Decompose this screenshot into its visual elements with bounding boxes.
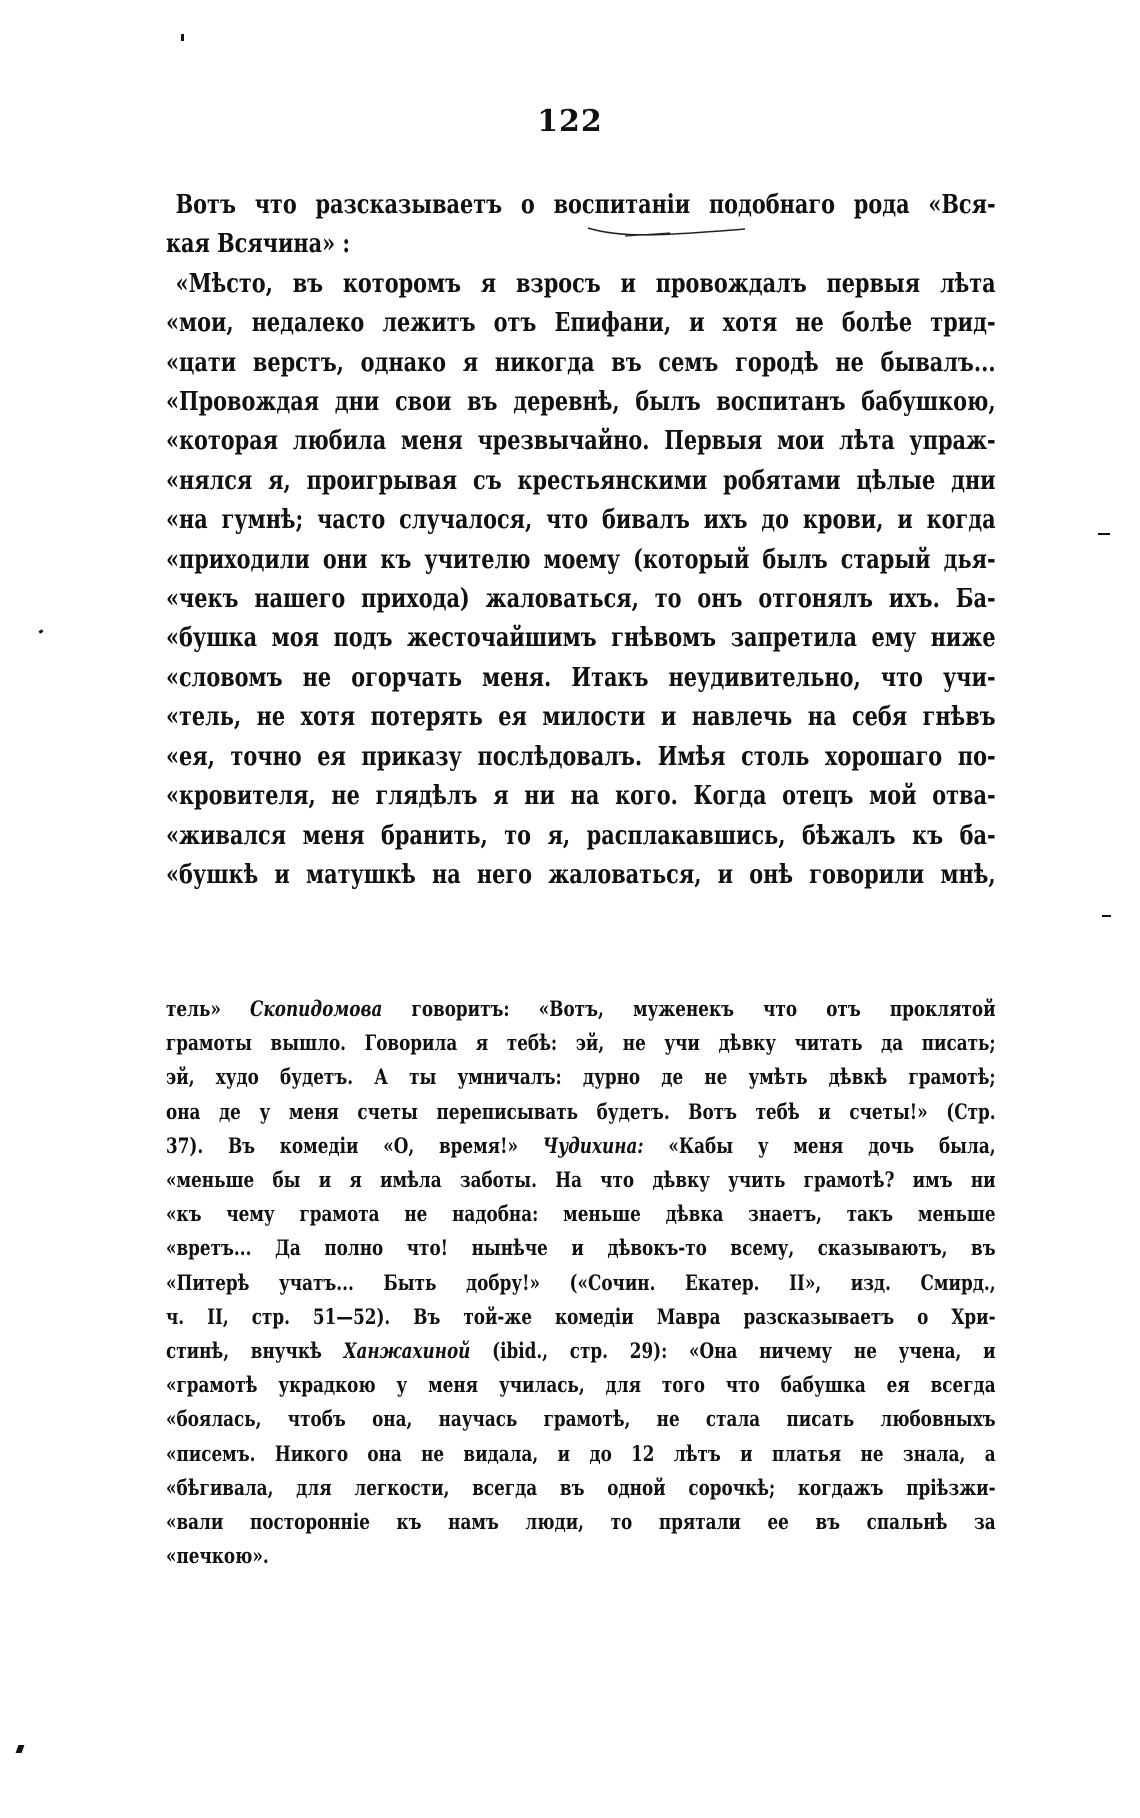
footnote-italic-name: Ханжахиной [343,1338,471,1364]
text-line: «на гумнѣ; часто случалося, что бивалъ ихъ до крови, и когда [166,505,996,536]
text-line: «нялся я, проигрывая съ крестьянскими робятами цѣлые дни [166,465,996,496]
footnote-line: «бѣгивала, для легкости, всегда въ одной сорочкѣ; когдажъ пріѣзжи- [166,1474,996,1500]
scan-mark-right-2 [1102,915,1111,917]
footnote-text: говоритъ: «Вотъ, муженекъ что отъ проклятой [382,996,996,1021]
text-line: «словомъ не огорчать меня. Итакъ неудивительно, что учи- [166,662,996,693]
text-line: «кровителя, не глядѣлъ я ни на кого. Когда отецъ мой отва- [166,781,996,812]
text-line: «живался меня бранить, то я, расплакавшись, бѣжалъ къ ба- [166,820,996,851]
text-line: «бушкѣ и матушкѣ на него жаловаться, и онѣ говорили мнѣ, [166,859,996,890]
scan-mark-right-1 [1098,533,1110,535]
footnote-italic-name: Чудихина: [542,1132,644,1158]
footnote-line: «боялась, чтобъ она, научась грамотѣ, не стала писать любовныхъ [166,1406,996,1432]
scan-mark-top [181,34,184,41]
text-line: «мои, недалеко лежитъ отъ Епифани, и хотя не болѣе трид- [166,308,996,339]
footnote-line [166,1334,996,1368]
text-line: «которая любила меня чрезвычайно. Первыя мои лѣта упраж- [166,426,996,457]
scan-mark-left [39,629,44,634]
footnote-text: 37). Въ комедіи «О, время!» [166,1132,543,1158]
text-line: «ея, точно ея приказу послѣдовалъ. Имѣя столь хорошаго по- [166,741,996,772]
text-line: «Мѣсто, въ которомъ я взросъ и провождалъ первыя лѣта [175,268,996,299]
footnote-text: стинѣ, внучкѣ [166,1338,344,1364]
text-line: «бушка моя подъ жесточайшимъ гнѣвомъ запретила ему ниже [166,623,996,654]
footnote-text: «Кабы у меня дочь была, [643,1132,996,1158]
footnote-line: «вретъ... Да полно что! нынѣче и дѣвокъ-то всему, сказываютъ, въ [166,1235,996,1261]
footnote-line: эй, худо будетъ. А ты умничалъ: дурно де не умѣть дѣвкѣ грамотѣ; [166,1064,996,1090]
footnote-line: грамоты вышло. Говорила я тебѣ: эй, не учи дѣвку читать да писать; [166,1030,996,1056]
footnote-line: «меньше бы и я имѣла заботы. На что дѣвку учить грамотѣ? имъ ни [166,1167,996,1193]
text-line: Вотъ что разсказываетъ о воспитаніи подобнаго рода «Вся- [175,190,996,220]
footnote-line: «Питерѣ учатъ... Быть добру!» («Сочин. Екатер. II», изд. Смирд., [166,1269,996,1295]
footnote-line: ч. II, стр. 51—52). Въ той-же комедіи Мавра разсказываетъ о Хри- [166,1303,996,1329]
footnote-line [166,1129,996,1163]
footnote-italic-name: Скопидомова [250,996,383,1021]
text-line: «Провождая дни свои въ деревнѣ, былъ воспитанъ бабушкою, [166,387,996,418]
footnote-line: «грамотѣ украдкою у меня училась, для того что бабушка ея всегда [166,1372,996,1398]
text-line: «чекъ нашего прихода) жаловаться, то онъ отгонялъ ихъ. Ба- [166,584,996,615]
footnote-text: (ibid., стр. 29): «Она ничему не учена, и [470,1338,996,1364]
text-line: «тель, не хотя потерять ея милости и навлечь на себя гнѣвъ [166,702,996,733]
text-line: кая Всячина» : [166,229,350,260]
text-line: «цати верстъ, однако я никогда въ семъ городѣ не бывалъ... [166,347,996,378]
footnote [166,992,996,1573]
footnote-line: «печкою». [166,1543,269,1569]
page-number: 122 [537,104,603,139]
footnote-line [166,992,996,1026]
scan-mark-bottom [16,1745,25,1753]
footnote-text: тель» [166,996,251,1021]
footnote-line: она де у меня счеты переписывать будетъ. Вотъ тебѣ и счеты!» (Стр. [166,1098,996,1124]
footnote-line: «вали посторонніе къ намъ люди, то прятали ее въ спальнѣ за [166,1509,996,1535]
footnote-line: «писемъ. Никого она не видала, и до 12 лѣтъ и платья не знала, а [166,1440,996,1466]
main-text [166,186,996,895]
text-line: «приходили они къ учителю моему (который былъ старый дья- [166,544,996,575]
footnote-line: «къ чему грамота не надобна: меньше дѣвка знаетъ, такъ меньше [166,1201,996,1227]
